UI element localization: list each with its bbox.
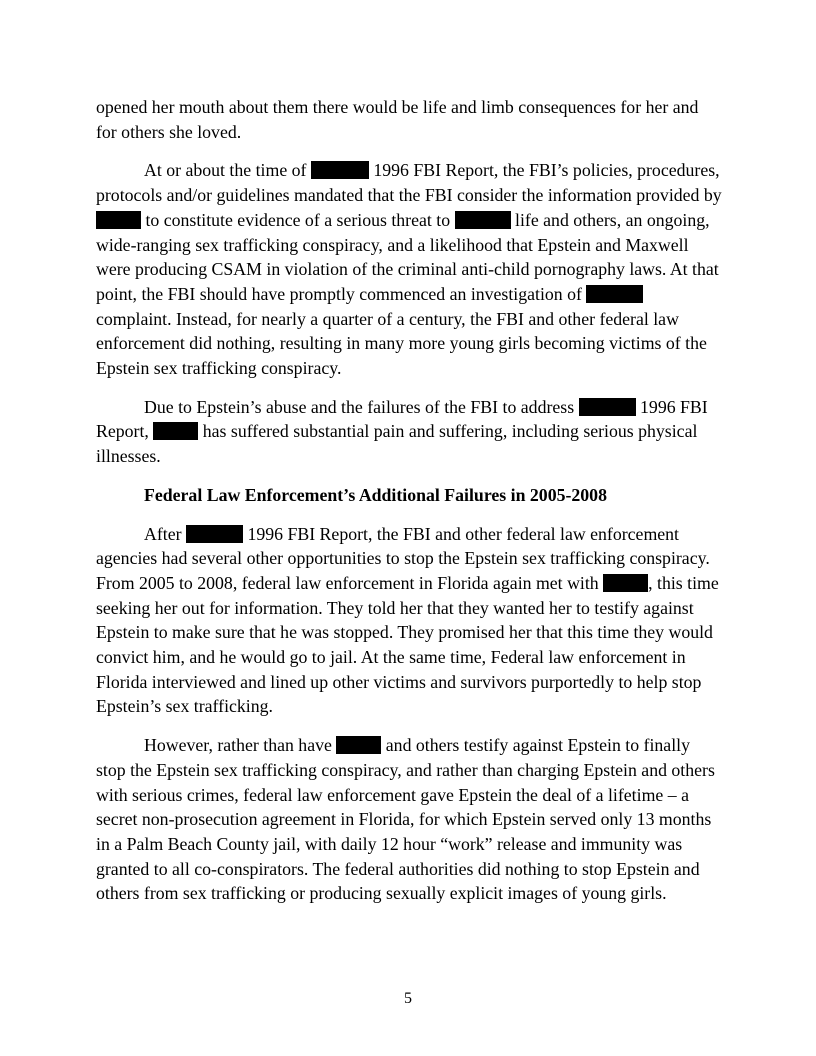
paragraph-1 — [96, 95, 722, 144]
paragraph-3 — [96, 395, 722, 469]
paragraph-2-text-1: At or about the time of — [144, 160, 307, 181]
redaction-block — [186, 525, 243, 543]
paragraph-3-text-3: has suffered substantial pain and suffering, including serious physical illnesses. — [96, 421, 698, 467]
redaction-block — [96, 211, 141, 229]
paragraph-4-text-1: After — [144, 523, 182, 544]
redaction-block — [153, 422, 198, 440]
section-heading: Federal Law Enforcement’s Additional Failures in 2005-2008 — [144, 484, 607, 505]
paragraph-5 — [96, 733, 722, 906]
page-number: 5 — [404, 990, 412, 1007]
paragraph-4-text-3: , this time seeking her out for information. They told her that they wanted her to testify against Epstein to make sure that he was stopped. They promised her that this time they would convict him, and he would go to jail. At the same time, Federal law enforcement in Florida interviewed and lined up other victims and survivors purportedly to help stop Epstein’s sex trafficking. — [96, 572, 719, 717]
paragraph-2-text-2: 1996 FBI Report, the FBI’s policies, procedures, protocols and/or guidelines mandated that the FBI consider the information provided by — [96, 160, 722, 206]
redaction-block — [586, 285, 643, 303]
paragraph-3-text-1: Due to Epstein’s abuse and the failures of the FBI to address — [144, 396, 575, 417]
redaction-block — [455, 211, 511, 229]
redaction-block — [311, 161, 369, 179]
redaction-block — [603, 574, 648, 592]
paragraph-5-text-1: However, rather than have — [144, 735, 332, 756]
paragraph-2-text-3: to constitute evidence of a serious threat to — [145, 209, 451, 230]
paragraph-2-text-5: complaint. Instead, for nearly a quarter of a century, the FBI and other federal law enforcement did nothing, resulting in many more young girls becoming victims of the Epstein sex trafficking conspiracy. — [96, 308, 707, 379]
document-page — [96, 95, 722, 920]
paragraph-4 — [96, 522, 722, 720]
paragraph-3-text-2: 1996 FBI Report, — [96, 396, 708, 442]
redaction-block — [579, 398, 636, 416]
redaction-block — [336, 736, 381, 754]
paragraph-4-text-2: 1996 FBI Report, the FBI and other federal law enforcement agencies had several other opportunities to stop the Epstein sex trafficking conspiracy. From 2005 to 2008, federal law enforcement in Florida again met with — [96, 523, 710, 593]
paragraph-1-text: opened her mouth about them there would be life and limb consequences for her and for others she loved. — [96, 97, 699, 142]
paragraph-2 — [96, 158, 722, 380]
paragraph-5-text-2: and others testify against Epstein to finally stop the Epstein sex trafficking conspiracy, and rather than charging Epstein and others with serious crimes, federal law enforcement gave Epstein the deal of a lifetime – a secret non-prosecution agreement in Florida, for which Epstein served only 13 months in a Palm Beach County jail, with daily 12 hour “work” release and immunity was granted to all co-conspirators. The federal authorities did nothing to stop Epstein and others from sex trafficking or producing sexually explicit images of young girls. — [96, 735, 715, 904]
paragraph-2-text-4: life and others, an ongoing, wide-ranging sex trafficking conspiracy, and a likelihood that Epstein and Maxwell were producing CSAM in violation of the criminal anti-child pornography laws. At that point, the FBI should have promptly commenced an investigation of — [96, 209, 719, 304]
